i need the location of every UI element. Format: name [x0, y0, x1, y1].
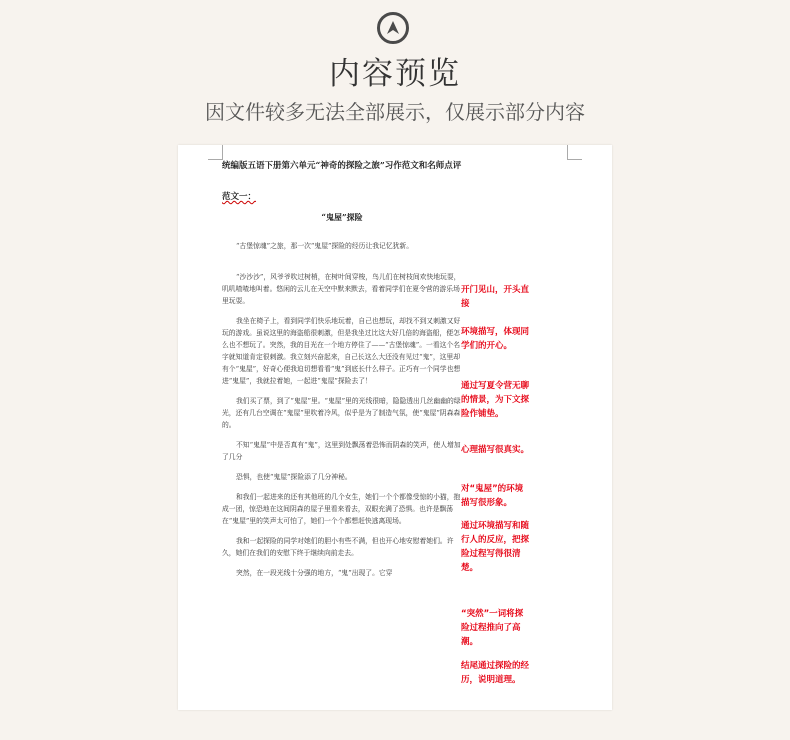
- paragraph: 和我们一起进来的还有其他班的几个女生，她们一个个都像受惊的小猫，抱成一团，惊恐地在这间阴森的屋子里看来看去，双眼充满了恐惧。也许是飘荡在“鬼屋”里的笑声太可怕了，她们一个个都想赶快逃离现场。: [222, 493, 461, 525]
- paragraph: 不知“鬼屋”中是否真有“鬼”，这里到处飘荡着恐怖而阴森的笑声，使人增加了几分: [222, 441, 461, 461]
- paragraph: 我和一起探险的同学对她们的胆小有些不满，但也开心地安慰着她们。许久，她们在我们的安慰下终于继续向前走去。: [222, 537, 454, 557]
- page-subtitle: 因文件较多无法全部展示，仅展示部分内容: [205, 100, 585, 124]
- margin-corner-mark: [208, 145, 223, 160]
- section-label: 范文一：: [222, 192, 257, 202]
- annotation-note: 对“鬼屋”的环境描写很形象。: [461, 484, 524, 508]
- paragraph: “沙沙沙”，风爷爷吹过树梢，在树叶间穿梭，鸟儿们在树枝间欢快地玩耍，叽叽喳喳地叫着。悠闲的云儿在天空中默来默去，看着同学们在夏令营的游乐场里玩耍。: [222, 273, 461, 305]
- paragraph: 我们买了票，到了“鬼屋”里。“鬼屋”里的光线很暗，隐隐透出几丝幽幽的绿光，还有几台空调在“鬼屋”里吹着冷风，似乎是为了制造气氛，使“鬼屋”阴森森的。: [222, 397, 461, 429]
- annotation-note: 开门见山，开头直接: [461, 285, 530, 309]
- document-title: 统编版五语下册第六单元“神奇的探险之旅”习作范文和名师点评: [222, 161, 462, 171]
- document-body: [222, 159, 462, 587]
- paragraph: 突然，在一段光线十分强的地方，“鬼”出现了。它穿: [236, 569, 393, 577]
- annotation-note: 通过环境描写和随行人的反应，把探险过程写得很清楚。: [461, 521, 530, 573]
- annotation-note: 环境描写，体现同学们的开心。: [461, 327, 530, 351]
- paragraph: “古堡惊魂”之旅，那一次“鬼屋”探险的经历让我记忆犹新。: [236, 242, 414, 250]
- brand-logo-icon: [377, 12, 409, 44]
- document-preview: [178, 145, 612, 710]
- annotation-note: 通过写夏令营无聊的情景，为下文探险作铺垫。: [461, 381, 530, 419]
- paragraph: 恐惧，也使“鬼屋”探险添了几分神秘。: [236, 473, 352, 481]
- margin-corner-mark: [567, 145, 582, 160]
- page-title: 内容预览: [329, 56, 461, 92]
- paragraph: 我坐在椅子上，看到同学们快乐地玩着，自己也想玩，却找不到又刺激又好玩的游戏。虽说这里的海盗船很刺激，但是我坐过比这大好几倍的海盗船，便怎么也不想玩了。突然，我的目光在一个地方停住了——“古堡惊魂”。一看这个名字就知道肯定很刺激。我立刻兴奋起来，自己长这么大还没有见过“鬼”，这里却有个“鬼屋”，好奇心便我迫切想看看“鬼”到底长什么样子。正巧有一个同学也想进“鬼屋”，我就拉着她，一起进“鬼屋”探险去了！: [222, 317, 461, 385]
- annotation-note: 结尾通过探险的经历，说明道理。: [461, 661, 530, 685]
- piece-title: “鬼屋”探险: [321, 212, 363, 222]
- annotation-note: 心理描写很真实。: [461, 445, 530, 455]
- annotation-note: “突然”一词将探险过程推向了高潮。: [461, 609, 524, 647]
